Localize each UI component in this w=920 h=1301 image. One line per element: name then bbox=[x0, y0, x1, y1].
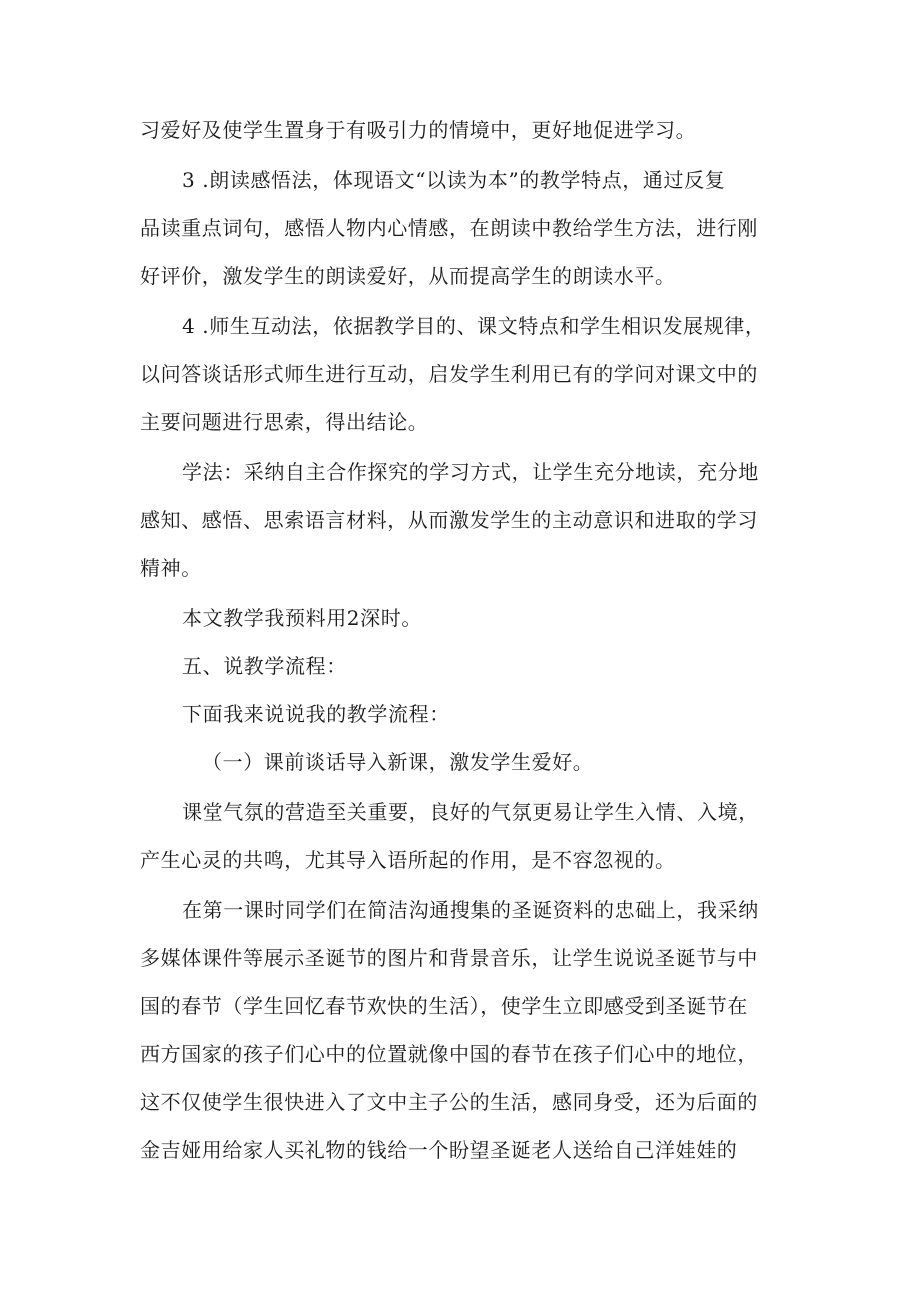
subsection-one-heading: （一）课前谈话导入新课，激发学生爱好。 bbox=[202, 750, 594, 774]
method-3-heading-line: 3 .朗读感悟法，体现语文“以读为本”的教学特点，通过反复 bbox=[182, 168, 726, 192]
text-line-3: 品读重点词句，感悟人物内心情感，在朗读中教给学生方法，进行刚 bbox=[140, 216, 758, 240]
text-line-4: 好评价，激发学生的朗读爱好，从而提高学生的朗读水平。 bbox=[140, 264, 676, 288]
text-line-10: 精神。 bbox=[140, 556, 202, 580]
text-line-6: 以问答谈话形式师生进行互动，启发学生利用已有的学问对课文中的 bbox=[140, 362, 758, 386]
method-4-heading-line: 4 .师生互动法，依据教学目的、课文特点和学生相识发展规律， bbox=[182, 314, 766, 338]
text-line-20: 西方国家的孩子们心中的位置就像中国的春节在孩子们心中的地位， bbox=[140, 1042, 758, 1066]
text-line-15: 课堂气氛的营造至关重要，良好的气氛更易让学生入情、入境， bbox=[182, 800, 759, 824]
text-line-7: 主要问题进行思索，得出结论。 bbox=[140, 410, 429, 434]
text-line-21: 这不仅使学生很快进入了文中主子公的生活，感同身受，还为后面的 bbox=[140, 1090, 758, 1114]
text-line-19: 国的春节（学生回忆春节欢快的生活），使学生立即感受到圣诞节在 bbox=[140, 994, 748, 1018]
text-line-16: 产生心灵的共鸣，尤其导入语所起的作用，是不容忽视的。 bbox=[140, 848, 676, 872]
section-five-heading: 五、说教学流程： bbox=[182, 654, 347, 678]
text-line-17: 在第一课时同学们在简洁沟通搜集的圣诞资料的忠础上，我采纳 bbox=[182, 898, 759, 922]
text-line-13: 下面我来说说我的教学流程： bbox=[182, 702, 450, 726]
lesson-time-line: 本文教学我预料用2深时。 bbox=[182, 606, 422, 630]
text-line-9: 感知、感悟、思索语言材料，从而激发学生的主动意识和进取的学习 bbox=[140, 508, 758, 532]
text-line-18: 多媒体课件等展示圣诞节的图片和背景音乐，让学生说说圣诞节与中 bbox=[140, 946, 758, 970]
text-line-1: 习爱好及使学生置身于有吸引力的情境中，更好地促进学习。 bbox=[140, 118, 697, 142]
text-line-22: 金吉娅用给家人买礼物的钱给一个盼望圣诞老人送给自己洋娃娃的 bbox=[140, 1138, 738, 1162]
study-method-line: 学法：采纳自主合作探究的学习方式，让学生充分地读，充分地 bbox=[182, 460, 759, 484]
